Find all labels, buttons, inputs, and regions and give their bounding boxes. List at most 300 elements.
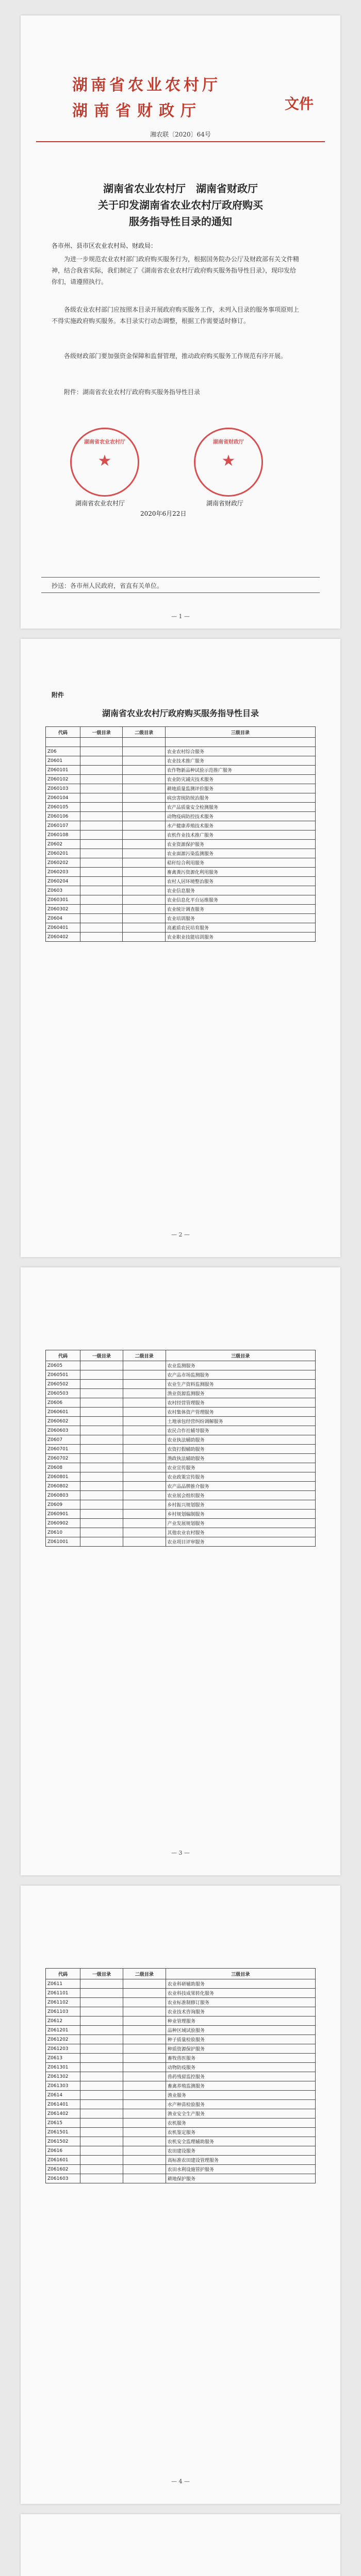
masthead-suffix: 文件 (285, 95, 314, 112)
body-paragraph-2: 各级农业农村部门应按照本目录开展政府购买服务工作，未列入目录的服务事项原则上不得实施政府购买服务。本目录实行动态调整，根据工作需要适时修订。 (52, 306, 300, 325)
table-cell: Z060103 (46, 784, 80, 793)
table-cell (123, 2044, 166, 2054)
table-cell (165, 738, 315, 747)
table-cell: Z061301 (46, 2063, 80, 2072)
table-cell: Z0608 (46, 1463, 80, 1472)
table-cell (80, 2063, 123, 2072)
table-cell: 农业信息服务 (165, 886, 315, 895)
table-cell (123, 1454, 166, 1463)
table-row (46, 933, 316, 942)
table-cell (123, 756, 166, 766)
table-cell (123, 840, 166, 849)
table-cell (123, 1979, 166, 1989)
table-row (46, 1510, 316, 1519)
table-cell (80, 1408, 123, 1417)
table-row (46, 2100, 316, 2109)
table-cell (80, 747, 123, 756)
title-line2: 关于印发湖南省农业农村厅政府购买 (98, 199, 263, 211)
table-cell (123, 933, 166, 942)
table-row (46, 2137, 316, 2146)
table-row (46, 1361, 316, 1370)
table-cell: 农业信息化平台运维服务 (165, 895, 315, 905)
table-cell: Z0614 (46, 2091, 80, 2100)
catalog-table-3 (45, 1968, 316, 2183)
table-cell (123, 895, 166, 905)
table-cell (123, 1472, 166, 1482)
table-cell (123, 2081, 166, 2091)
table-row (46, 1491, 316, 1500)
table-cell: 渔政执法辅助服务 (166, 1454, 316, 1463)
table-cell: Z060902 (46, 1519, 80, 1528)
table-cell (123, 831, 166, 840)
official-seal-right (194, 428, 263, 497)
table-cell: 渔业安全生产服务 (166, 2109, 315, 2119)
table-cell (123, 1537, 166, 1547)
table-cell (80, 2137, 123, 2146)
table-cell: 农机安全监理辅助服务 (166, 2137, 315, 2146)
table-cell: 农田建设服务 (166, 2146, 315, 2156)
table-row (46, 1537, 316, 1547)
table-cell (123, 2109, 166, 2119)
table-cell (80, 1510, 123, 1519)
table-cell: Z060601 (46, 1408, 80, 1417)
table-cell: Z060107 (46, 821, 80, 831)
table-row (46, 2156, 316, 2165)
table-cell (123, 914, 166, 923)
catalog-page-4 (21, 2514, 340, 2576)
table-cell (123, 1370, 166, 1380)
table-row (46, 775, 316, 784)
addressee: 各市州、县市区农业农村局、财政局： (52, 242, 157, 249)
seal-star-icon: ★ (221, 452, 236, 470)
table-row (46, 2165, 316, 2174)
table-row (46, 1472, 316, 1482)
table-cell (123, 923, 166, 933)
table-cell (123, 2091, 166, 2100)
table-cell: 乡村规划编制服务 (166, 1510, 316, 1519)
table-cell: 农机服务 (166, 2119, 315, 2128)
doc-number: 湘农联〔2020〕64号 (150, 131, 211, 138)
table-cell (123, 1380, 166, 1389)
table-cell: 品种区域试验服务 (166, 2026, 315, 2035)
table-cell (123, 1408, 166, 1417)
table-cell: Z0601 (46, 756, 80, 766)
table-cell (80, 2044, 123, 2054)
table-cell (80, 2091, 123, 2100)
table-row (46, 1389, 316, 1398)
table-cell (80, 803, 123, 812)
column-header: 代码 (46, 1350, 80, 1361)
table-cell: 病虫害统防统治服务 (165, 793, 315, 803)
table-cell: 农业统计调查服务 (165, 905, 315, 914)
table-cell (80, 1989, 123, 1998)
table-cell (46, 738, 80, 747)
table-cell (80, 1426, 123, 1435)
table-cell: 农民合作社辅导服务 (166, 1426, 316, 1435)
column-header: 三级目录 (166, 1969, 315, 1979)
table-cell: Z060201 (46, 849, 80, 858)
table-cell: Z0610 (46, 1528, 80, 1537)
page-number: — 2 — (171, 1231, 190, 1238)
table-cell: 秸秆综合利用服务 (165, 858, 315, 868)
table-cell (80, 1491, 123, 1500)
table-row (46, 1519, 316, 1528)
table-cell: Z0604 (46, 914, 80, 923)
table-cell (123, 2026, 166, 2035)
table-cell (80, 2109, 123, 2119)
table-cell: Z061303 (46, 2081, 80, 2091)
table-cell: Z060102 (46, 775, 80, 784)
table-cell: 农业科研辅助服务 (166, 1979, 315, 1989)
table-cell: 耕地质量监测评价服务 (165, 784, 315, 793)
table-cell (123, 821, 166, 831)
table-cell (123, 1389, 166, 1398)
table-cell: Z061502 (46, 2137, 80, 2146)
table-cell: Z061401 (46, 2100, 80, 2109)
table-cell: 种质资源保护服务 (166, 2044, 315, 2054)
table-cell (80, 849, 123, 858)
table-cell (80, 1998, 123, 2007)
table-cell (80, 1463, 123, 1472)
table-cell: 高素质农民培育服务 (165, 923, 315, 933)
table-cell: 土地承包经营纠纷调解服务 (166, 1417, 316, 1426)
attachment-line: 附件：湖南省农业农村厅政府购买服务指导性目录 (64, 388, 201, 396)
masthead-line1: 湖南省农业农村厅 (72, 76, 221, 94)
table-cell (123, 2016, 166, 2026)
table-cell: Z061602 (46, 2165, 80, 2174)
table-cell: Z060802 (46, 1482, 80, 1491)
table-cell: 农村人居环境整治服务 (165, 877, 315, 886)
table-cell (80, 2100, 123, 2109)
table-cell: Z0613 (46, 2054, 80, 2063)
table-cell (123, 1491, 166, 1500)
table-cell (80, 1370, 123, 1380)
table-cell (123, 2156, 166, 2165)
table-cell: 农产品质量安全检测服务 (165, 803, 315, 812)
table-row (46, 1979, 316, 1989)
table-cell (123, 1417, 166, 1426)
table-cell (80, 2156, 123, 2165)
table-cell (80, 1398, 123, 1408)
table-cell (123, 784, 166, 793)
table-cell (80, 1445, 123, 1454)
table-cell (80, 1380, 123, 1389)
table-row (46, 923, 316, 933)
table-cell (123, 1998, 166, 2007)
table-cell: Z060202 (46, 858, 80, 868)
table-row (46, 868, 316, 877)
table-cell (123, 793, 166, 803)
table-cell (80, 2081, 123, 2091)
table-row (46, 1370, 316, 1380)
page-number: — 3 — (171, 1850, 190, 1856)
notice-page (21, 15, 340, 629)
table-cell: 畜禽养殖监测服务 (166, 2081, 315, 2091)
table-cell: 乡村振兴规划服务 (166, 1500, 316, 1510)
table-row (46, 1454, 316, 1463)
table-cell: 水产健康养殖技术服务 (165, 821, 315, 831)
column-header: 三级目录 (166, 1350, 316, 1361)
table-row (46, 2007, 316, 2016)
table-cell (123, 2128, 166, 2137)
table-cell: 农村经营管理服务 (166, 1398, 316, 1408)
table-row (46, 858, 316, 868)
table-cell (80, 1482, 123, 1491)
table-cell (80, 812, 123, 821)
table-cell: Z0605 (46, 1361, 80, 1370)
column-header: 一级目录 (80, 727, 123, 738)
table-cell: 畜禽粪污资源化利用服务 (165, 868, 315, 877)
table-cell: 农业职业技能培训服务 (165, 933, 315, 942)
table-row (46, 2081, 316, 2091)
table-row (46, 2174, 316, 2183)
table-cell (123, 877, 166, 886)
table-cell: Z060602 (46, 1417, 80, 1426)
table-cell (123, 2054, 166, 2063)
table-row (46, 2035, 316, 2044)
table-cell (123, 1398, 166, 1408)
table-row (46, 849, 316, 858)
table-cell (123, 868, 166, 877)
table-cell (80, 2072, 123, 2081)
table-header-row (46, 1350, 316, 1361)
table-row (46, 1435, 316, 1445)
table-row (46, 1998, 316, 2007)
table-cell: Z061402 (46, 2109, 80, 2119)
table-cell (123, 2100, 166, 2109)
table-cell (80, 775, 123, 784)
table-cell: 动物防疫服务 (166, 2063, 315, 2072)
table-cell: Z061102 (46, 1998, 80, 2007)
table-cell: 农业执法辅助服务 (166, 1435, 316, 1445)
table-row (46, 793, 316, 803)
table-cell: Z060203 (46, 868, 80, 877)
table-cell (80, 793, 123, 803)
table-cell: Z0602 (46, 840, 80, 849)
table-cell (123, 1361, 166, 1370)
red-divider (36, 141, 325, 142)
table-cell: 农业技术咨询服务 (166, 2007, 315, 2016)
table-cell: Z0611 (46, 1979, 80, 1989)
table-cell (80, 886, 123, 895)
table-cell: Z06 (46, 747, 80, 756)
table-row (46, 756, 316, 766)
table-cell (123, 1500, 166, 1510)
table-cell (123, 2174, 166, 2183)
table-cell: Z060106 (46, 812, 80, 821)
table-cell: 渔业服务 (166, 2091, 315, 2100)
table-row (46, 1500, 316, 1510)
table-cell (80, 2007, 123, 2016)
page-number: — 1 — (171, 613, 190, 620)
table-cell: Z060101 (46, 766, 80, 775)
table-row (46, 895, 316, 905)
seal-left-name: 湖南省农业农村厅 (84, 439, 125, 445)
title-line1: 湖南省农业农村厅 湖南省财政厅 (103, 182, 258, 195)
table-header-row (46, 1969, 316, 1979)
table-cell (80, 923, 123, 933)
table-cell (80, 858, 123, 868)
table-cell (123, 886, 166, 895)
table-row (46, 1528, 316, 1537)
table-cell: 农业宣传服务 (166, 1463, 316, 1472)
table-cell: 农资打假辅助服务 (166, 1445, 316, 1454)
table-cell: Z060801 (46, 1472, 80, 1482)
table-cell: 农业培训服务 (165, 914, 315, 923)
table-row (46, 2026, 316, 2035)
table-cell: Z060603 (46, 1426, 80, 1435)
table-row (46, 831, 316, 840)
table-cell (80, 2054, 123, 2063)
table-cell (80, 1537, 123, 1547)
table-row (46, 2146, 316, 2156)
table-cell: Z060204 (46, 877, 80, 886)
table-cell (123, 1482, 166, 1491)
table-row (46, 1989, 316, 1998)
table-cell: Z060503 (46, 1389, 80, 1398)
table-cell (80, 784, 123, 793)
table-cell (123, 812, 166, 821)
table-cell: Z0609 (46, 1500, 80, 1510)
table-cell (80, 1500, 123, 1510)
table-cell (80, 933, 123, 942)
table-row (46, 803, 316, 812)
cc-rule-top (41, 577, 320, 578)
table-cell: 农业面源污染监测服务 (165, 849, 315, 858)
table-cell (80, 1361, 123, 1370)
official-seal-left (70, 428, 139, 497)
table-cell: 种业管理服务 (166, 2016, 315, 2026)
table-row (46, 914, 316, 923)
table-cell: 高标准农田建设管理服务 (166, 2156, 315, 2165)
table-cell (123, 766, 166, 775)
table-cell (80, 840, 123, 849)
table-cell (123, 2137, 166, 2146)
table-cell (123, 2165, 166, 2174)
table-cell (123, 1435, 166, 1445)
table-cell: Z060302 (46, 905, 80, 914)
table-cell: Z061202 (46, 2035, 80, 2044)
table-cell (123, 1510, 166, 1519)
table-row (46, 766, 316, 775)
table-row (46, 1426, 316, 1435)
table-cell (123, 803, 166, 812)
annex-label: 附件 (52, 691, 64, 699)
column-header: 二级目录 (123, 727, 166, 738)
table-cell: 农业科技成果转化服务 (166, 1989, 315, 1998)
table-cell: Z060502 (46, 1380, 80, 1389)
table-row (46, 2091, 316, 2100)
table-cell: 农业项目评审服务 (166, 1537, 316, 1547)
table-row (46, 784, 316, 793)
page-number: — 4 — (171, 2478, 190, 2485)
table-cell: 产业发展规划服务 (166, 1519, 316, 1528)
seal-right-name: 湖南省财政厅 (213, 439, 244, 445)
table-row (46, 1380, 316, 1389)
table-cell (123, 2007, 166, 2016)
table-cell: Z061103 (46, 2007, 80, 2016)
table-cell (80, 2165, 123, 2174)
table-row (46, 1463, 316, 1472)
table-cell: 动物疫病防控技术服务 (165, 812, 315, 821)
table-cell: 畜牧兽医服务 (166, 2054, 315, 2063)
table-row (46, 2054, 316, 2063)
table-cell (80, 821, 123, 831)
catalog-page-3 (21, 1886, 340, 2504)
table-cell: Z060803 (46, 1491, 80, 1500)
title-line3: 服务指导性目录的通知 (129, 215, 232, 228)
table-row (46, 2119, 316, 2128)
table-cell: 农机作业技术推广服务 (165, 831, 315, 840)
table-cell (80, 2174, 123, 2183)
column-header: 代码 (46, 727, 80, 738)
table-cell: Z061603 (46, 2174, 80, 2183)
table-cell: Z061501 (46, 2128, 80, 2137)
table-cell (123, 775, 166, 784)
table-row (46, 2016, 316, 2026)
table-header-row (46, 727, 316, 738)
table-cell (80, 1528, 123, 1537)
table-cell (123, 2063, 166, 2072)
table-cell (123, 905, 166, 914)
table-cell: 兽药残留监控服务 (166, 2072, 315, 2081)
column-header: 二级目录 (123, 1350, 166, 1361)
table-row (46, 1398, 316, 1408)
table-cell: Z061601 (46, 2156, 80, 2165)
table-cell: Z060108 (46, 831, 80, 840)
table-cell: Z0615 (46, 2119, 80, 2128)
table-row (46, 1482, 316, 1491)
table-cell: Z0612 (46, 2016, 80, 2026)
body-paragraph-3: 各级财政部门要加强资金保障和监督管理，推动政府购买服务工作规范有序开展。 (64, 352, 287, 360)
table-cell: 农业政策宣传服务 (166, 1472, 316, 1482)
table-cell (123, 858, 166, 868)
table-row (46, 2044, 316, 2054)
table-cell: Z060701 (46, 1445, 80, 1454)
table-cell: 农业标准制修订服务 (166, 1998, 315, 2007)
table-cell (80, 2128, 123, 2137)
column-header: 一级目录 (80, 1969, 123, 1979)
table-cell (123, 2119, 166, 2128)
table-cell: Z061302 (46, 2072, 80, 2081)
table-row (46, 747, 316, 756)
table-cell: Z0607 (46, 1435, 80, 1445)
table-cell: 农村集体资产管理服务 (166, 1408, 316, 1417)
table-cell: Z060301 (46, 895, 80, 905)
signer-right: 湖南省财政厅 (206, 500, 244, 507)
table-cell (80, 1435, 123, 1445)
table-row (46, 2128, 316, 2137)
table-cell: 农业防灾减灾技术服务 (165, 775, 315, 784)
table-cell: Z060401 (46, 923, 80, 933)
table-row (46, 1417, 316, 1426)
table-row (46, 812, 316, 821)
catalog-page-1 (21, 639, 340, 1257)
table-cell: Z060104 (46, 793, 80, 803)
table-cell (80, 831, 123, 840)
table-cell (80, 756, 123, 766)
cc-rule-bottom (41, 592, 320, 593)
table-cell: 水产种苗检验服务 (166, 2100, 315, 2109)
table-cell: 农业资源保护服务 (165, 840, 315, 849)
table-cell (80, 868, 123, 877)
table-cell (80, 1979, 123, 1989)
table-cell: 农田水利设施管护服务 (166, 2165, 315, 2174)
table-cell (80, 877, 123, 886)
table-cell: Z060105 (46, 803, 80, 812)
table-row (46, 886, 316, 895)
masthead-line2: 湖南省财政厅 (72, 102, 202, 120)
